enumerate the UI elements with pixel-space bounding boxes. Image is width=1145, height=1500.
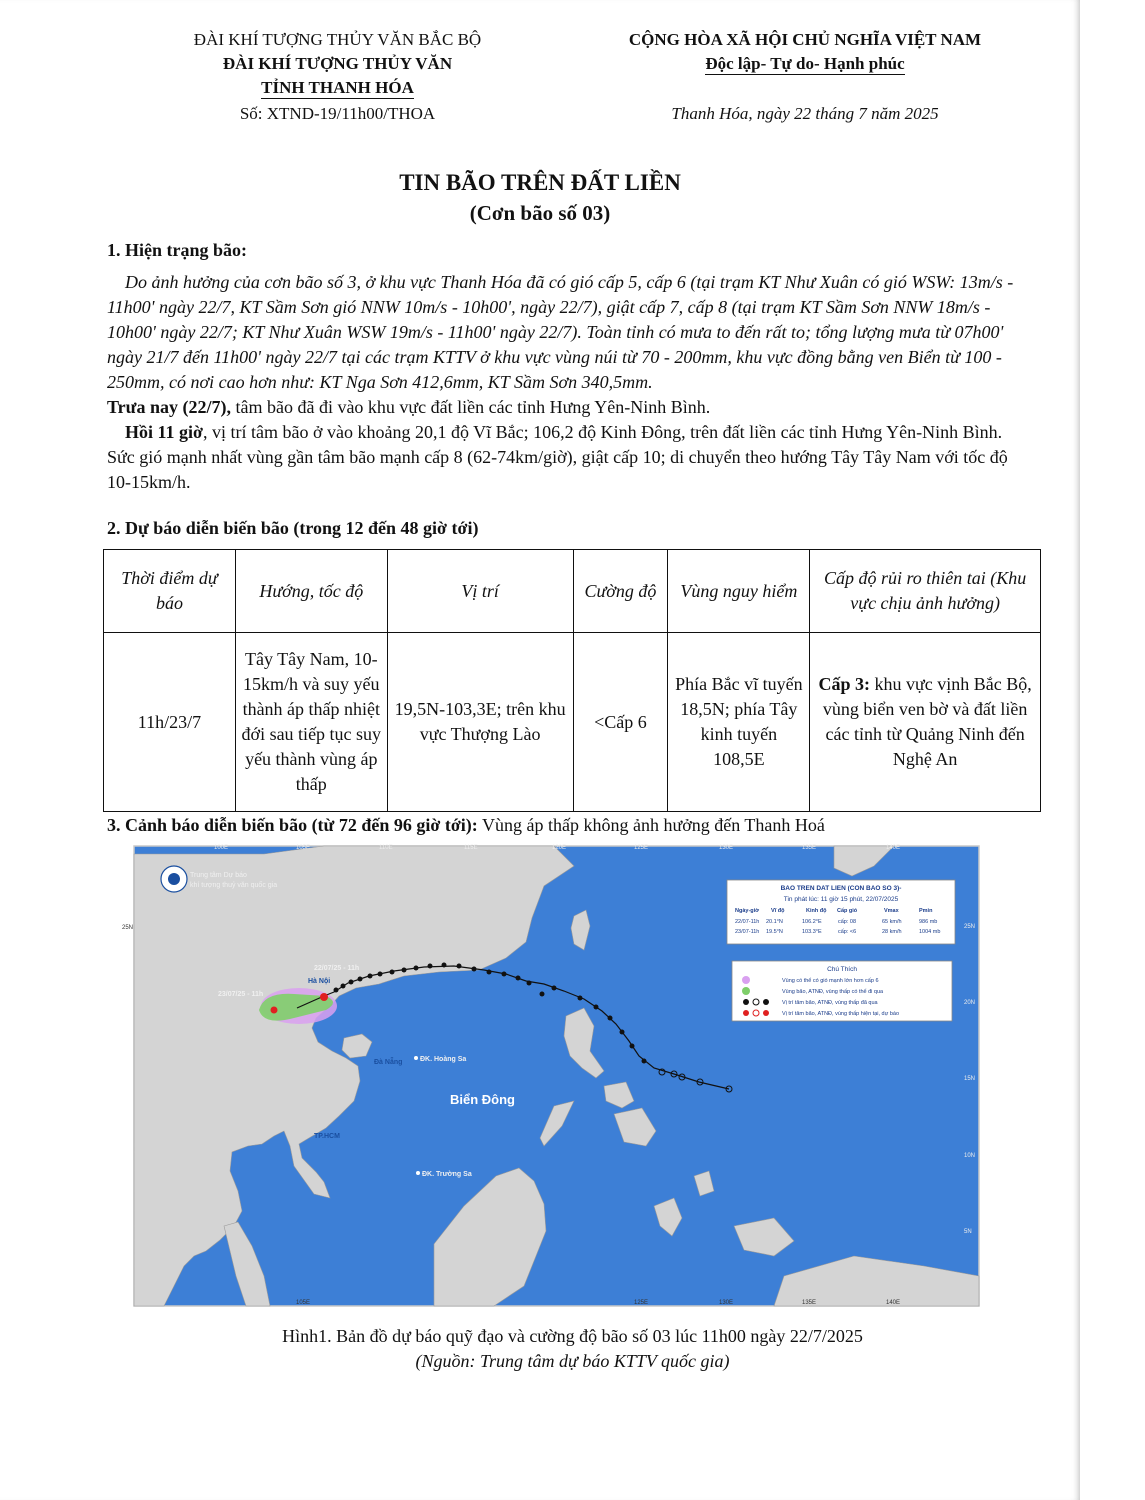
motto: Độc lập- Tự do- Hạnh phúc bbox=[705, 54, 905, 73]
section-3-text: Vùng áp thấp không ảnh hưởng đến Thanh Hoá bbox=[477, 815, 825, 835]
lon-tick: 140E bbox=[886, 1300, 901, 1306]
bulletin-col: Vĩ độ bbox=[771, 908, 785, 914]
lon-tick: 135E bbox=[802, 845, 817, 851]
bulletin-title: BAO TREN DAT LIEN (CON BAO SO 3)- bbox=[780, 885, 902, 892]
bulletin-col: Pmin bbox=[919, 908, 933, 914]
lon-tick: 110E bbox=[379, 845, 393, 851]
cell-direction: Tây Tây Nam, 10-15km/h và suy yếu thành áp thấp nhiệt đới sau tiếp tục suy yếu thành vùng áp thấp bbox=[235, 633, 387, 812]
section-2-heading: 2. Dự báo diễn biến bão (trong 12 đến 48 giờ tới) bbox=[107, 518, 479, 538]
cell-danger-zone: Phía Bắc vĩ tuyến 18,5N; phía Tây kinh tuyến 108,5E bbox=[668, 633, 810, 812]
lat-tick: 15N bbox=[964, 1076, 976, 1082]
bulletin-cell: 23/07-11h bbox=[735, 929, 760, 935]
bulletin-cell: 1004 mb bbox=[919, 929, 941, 935]
header-left bbox=[170, 28, 505, 126]
legend-item: Vị trí tâm bão, ATNĐ, vùng thấp hiện tại, dự báo bbox=[782, 1011, 900, 1017]
noon-label: Trưa nay (22/7), bbox=[107, 397, 231, 417]
cell-risk-level bbox=[810, 633, 1041, 812]
bulletin-issued: Tin phát lúc: 11 giờ 15 phút, 22/07/2025 bbox=[783, 896, 899, 903]
storm-track-map bbox=[122, 845, 979, 1306]
lon-tick: 130E bbox=[719, 1300, 734, 1306]
observation-paragraph: Do ảnh hưởng của cơn bão số 3, ở khu vực Thanh Hóa đã có gió cấp 5, cấp 6 (tại trạm KT Như Xuân có gió WSW: 13m/s - 11h00' ngày 22/7, KT Sầm Sơn gió NNW 10m/s - 10h00', ngày 22/7), giật cấp 7, cấp 8 (tại trạm KT Sầm Sơn NNW 18m/s - 10h00' ngày 22/7; KT Như Xuân WSW 19m/s - 11h00' ngày 22/7). Toàn tỉnh có mưa to đến rất to; tổng lượng mưa từ 07h00' ngày 21/7 đến 11h00' ngày 22/7 tại các trạm KTTV ở khu vực vùng núi từ 70 - 200mm, khu vực đồng bằng ven Biển từ 100 - 250mm, có nơi cao hơn như: KT Nga Sơn 412,6mm, KT Sầm Sơn 340,5mm. bbox=[107, 272, 1014, 392]
truongsa-marker bbox=[416, 1171, 420, 1175]
bulletin-cell: 986 mb bbox=[919, 919, 938, 925]
bulletin-cell: 28 km/h bbox=[882, 929, 902, 935]
center-name-2: khí tượng thuỷ văn quốc gia bbox=[190, 882, 278, 889]
table-header-row bbox=[104, 550, 1041, 633]
legend-item: Vị trí tâm bão, ATNĐ, vùng thấp đã qua bbox=[782, 1000, 878, 1006]
bulletin-col: Vmax bbox=[884, 908, 899, 914]
label-biendong: Biển Đông bbox=[450, 1092, 515, 1107]
legend-title: Chú Thích bbox=[827, 966, 857, 973]
label-hanoi: Hà Nội bbox=[308, 978, 331, 985]
lon-tick: 140E bbox=[886, 845, 901, 851]
section-1-body bbox=[107, 270, 1032, 495]
position-paragraph bbox=[107, 420, 1032, 495]
bulletin-cell: cấp: <6 bbox=[838, 929, 857, 935]
bulletin-cell: cấp: 08 bbox=[838, 919, 857, 925]
forecast-position bbox=[271, 1007, 278, 1014]
center-name-1: Trung tâm Dự báo bbox=[190, 872, 247, 879]
section-1-heading: 1. Hiện trạng bão: bbox=[107, 240, 248, 260]
legend-cone-swatch bbox=[742, 987, 750, 995]
org-line-2: ĐÀI KHÍ TƯỢNG THỦY VĂN bbox=[222, 54, 453, 73]
place-date: Thanh Hóa, ngày 22 tháng 7 năm 2025 bbox=[671, 104, 939, 123]
noon-text: tâm bão đã đi vào khu vực đất liền các tỉnh Hưng Yên-Ninh Bình. bbox=[230, 397, 711, 417]
lat-ticks-left bbox=[122, 925, 133, 931]
col-header-danger-zone: Vùng nguy hiểm bbox=[668, 550, 810, 633]
label-hcm: TP.HCM bbox=[314, 1133, 340, 1140]
cell-position: 19,5N-103,3E; trên khu vực Thượng Lào bbox=[387, 633, 573, 812]
noon-paragraph bbox=[107, 395, 1032, 420]
cell-intensity: <Cấp 6 bbox=[573, 633, 668, 812]
org-line-3: TỈNH THANH HÓA bbox=[261, 78, 414, 97]
current-position bbox=[320, 993, 328, 1001]
legend-item: Vùng có thể có gió mạnh lớn hơn cấp 6 bbox=[782, 978, 879, 984]
bulletin-cell: 106.2°E bbox=[802, 919, 822, 925]
bulletin-cell: 65 km/h bbox=[882, 919, 902, 925]
lon-tick: 105E bbox=[296, 1300, 311, 1306]
bulletin-cell: 20.1°N bbox=[766, 919, 783, 925]
risk-level-label: Cấp 3: bbox=[818, 674, 871, 694]
bulletin-cell: 103.3°E bbox=[802, 929, 822, 935]
label-danang: Đà Nẵng bbox=[374, 1059, 403, 1066]
label-now: 22/07/25 - 11h bbox=[314, 965, 360, 972]
col-header-risk-level: Cấp độ rủi ro thiên tai (Khu vực chịu ảnh hưởng) bbox=[810, 550, 1041, 633]
lat-tick: 25N bbox=[122, 925, 134, 931]
doc-number: Số: XTND-19/11h00/THOA bbox=[239, 104, 436, 123]
header-right bbox=[600, 28, 1010, 126]
section-3-heading: 3. Cảnh báo diễn biến bão (từ 72 đến 96 giờ tới): bbox=[107, 815, 478, 835]
risk-level-text: khu vực vịnh Bắc Bộ, vùng biển ven bờ và đất liền các tỉnh từ Quảng Ninh đến Nghệ An bbox=[822, 674, 1032, 769]
position-text: , vị trí tâm bão ở vào khoảng 20,1 độ Vĩ Bắc; 106,2 độ Kinh Đông, trên đất liền các tỉnh Hưng Yên-Ninh Bình. Sức gió mạnh nhất vùng gần tâm bão mạnh cấp 8 (62-74km/giờ), giật cấp 10; di chuyển theo hướng Tây Tây Nam với tốc độ 10-15km/h. bbox=[107, 422, 1008, 492]
label-truongsa: ĐK. Trường Sa bbox=[422, 1171, 472, 1178]
country-name: CỘNG HÒA XÃ HỘI CHỦ NGHĨA VIỆT NAM bbox=[628, 30, 982, 49]
lat-tick: 5N bbox=[964, 1229, 972, 1235]
lon-tick: 125E bbox=[634, 845, 649, 851]
doc-title: TIN BÃO TRÊN ĐẤT LIỀN bbox=[399, 170, 681, 195]
lat-tick: 10N bbox=[964, 1153, 976, 1159]
position-label: Hồi 11 giờ bbox=[125, 422, 203, 442]
col-header-intensity: Cường độ bbox=[573, 550, 668, 633]
nchmf-logo-center bbox=[168, 873, 180, 885]
bulletin-cell: 19.5°N bbox=[766, 929, 783, 935]
lat-tick: 25N bbox=[964, 924, 976, 930]
legend-wind-swatch bbox=[742, 976, 750, 984]
col-header-position: Vị trí bbox=[387, 550, 573, 633]
section-3-line bbox=[107, 815, 825, 836]
lon-tick: 120E bbox=[552, 845, 567, 851]
lon-tick: 125E bbox=[634, 1300, 649, 1306]
bulletin-col: Cấp gió bbox=[837, 908, 858, 914]
bulletin-col: Kinh độ bbox=[806, 908, 827, 914]
lon-tick: 130E bbox=[719, 845, 734, 851]
cell-time: 11h/23/7 bbox=[104, 633, 236, 812]
bulletin-col: Ngày-giờ bbox=[735, 908, 760, 914]
lon-tick: 115E bbox=[464, 845, 478, 851]
forecast-table bbox=[103, 549, 1041, 812]
figure-source: (Nguồn: Trung tâm dự báo KTTV quốc gia) bbox=[415, 1351, 730, 1371]
lon-tick: 105E bbox=[296, 845, 311, 851]
col-header-direction: Hướng, tốc độ bbox=[235, 550, 387, 633]
org-line-1: ĐÀI KHÍ TƯỢNG THỦY VĂN BẮC BỘ bbox=[193, 30, 482, 49]
hoangsa-marker bbox=[414, 1056, 418, 1060]
legend-item: Vùng bão, ATNĐ, vùng thấp có thể đi qua bbox=[782, 989, 884, 995]
table-row bbox=[104, 633, 1041, 812]
label-hoangsa: ĐK. Hoàng Sa bbox=[420, 1056, 467, 1063]
label-forecast: 23/07/25 - 11h bbox=[218, 991, 264, 998]
bulletin-cell: 22/07-11h bbox=[735, 919, 760, 925]
col-header-time: Thời điểm dự báo bbox=[104, 550, 236, 633]
lon-tick: 135E bbox=[802, 1300, 817, 1306]
figure-caption: Hình1. Bản đồ dự báo quỹ đạo và cường độ bão số 03 lúc 11h00 ngày 22/7/2025 bbox=[282, 1326, 863, 1346]
doc-subtitle: (Cơn bão số 03) bbox=[469, 201, 611, 225]
lat-tick: 20N bbox=[964, 1000, 976, 1006]
lon-tick: 100E bbox=[214, 845, 229, 851]
